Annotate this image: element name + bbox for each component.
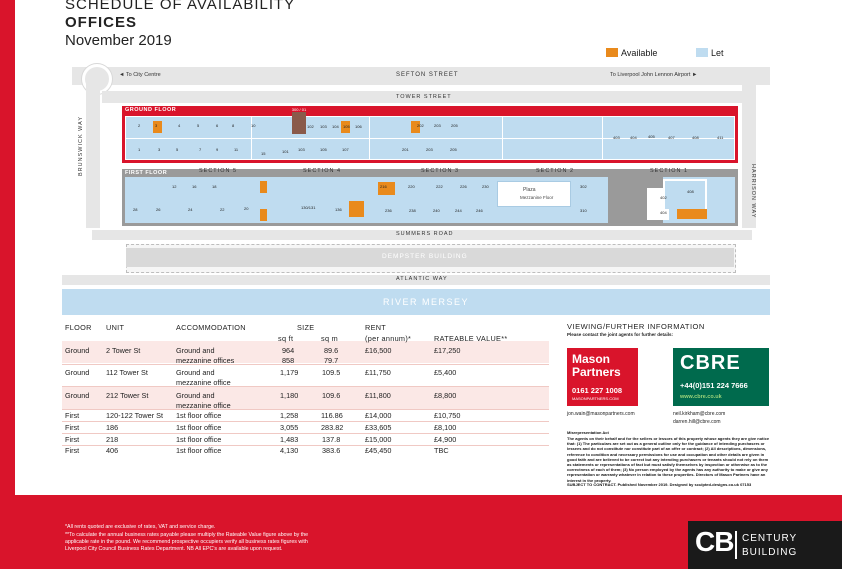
unit-label: 226 [460, 184, 467, 189]
mason-email-link[interactable]: jon.wain@masonpartners.com [567, 411, 635, 417]
unit-label: 101 [282, 149, 289, 154]
row-separator [62, 445, 549, 446]
cbre-name: CBRE [680, 352, 741, 374]
unit-label: 105 [320, 147, 327, 152]
tower-street-label: TOWER STREET [396, 94, 452, 100]
unit-label: 130/131 [301, 205, 316, 210]
cell-floor: Ground [65, 368, 90, 377]
section-1-label: SECTION 1 [650, 168, 689, 174]
cell-acc-2: mezzanine office [176, 378, 231, 387]
mason-partners-logo[interactable] [567, 348, 638, 406]
atlantic-way-label: ATLANTIC WAY [396, 276, 448, 282]
cell-acc: Ground and [176, 391, 215, 400]
section-3-label: SECTION 3 [421, 168, 460, 174]
unit-label: 16 [192, 184, 197, 189]
unit-label: 220 [408, 184, 415, 189]
row-separator [62, 364, 549, 365]
unit-label: 203 [434, 123, 441, 128]
footnote-4: Liverpool City Council Business Rates Department. NB All EPC's are available upon request. [65, 546, 283, 552]
cell-sqm: 283.82 [321, 423, 344, 432]
cell-acc-2: mezzanine office [176, 401, 231, 410]
site-map [62, 64, 770, 290]
footnote-2: **To calculate the annual business rates payable please multiply the Rateable Value figure above by the [65, 532, 309, 538]
cell-unit: 406 [106, 446, 119, 455]
unit-label: 238 [409, 208, 416, 213]
cell-unit: 2 Tower St [106, 346, 141, 355]
unit-label: 5 [176, 147, 179, 152]
cbre-logo[interactable] [673, 348, 769, 406]
cell-rv: £8,800 [434, 391, 457, 400]
cell-floor: Ground [65, 346, 90, 355]
cell-sqft: 1,483 [280, 435, 299, 444]
cell-floor: First [65, 423, 80, 432]
unit-label: 236 [385, 208, 392, 213]
cell-sqft: 3,055 [280, 423, 299, 432]
legend-let-label: Let [711, 48, 724, 58]
col-sqft-header: sq ft [278, 334, 294, 343]
col-rent-sub-header: (per annum)* [365, 334, 412, 343]
unit-label: 203 [426, 147, 433, 152]
unit-label: 9 [216, 147, 219, 152]
cell-sqft: 1,180 [280, 391, 299, 400]
unit-label: 411 [717, 135, 724, 140]
row-separator [62, 386, 549, 387]
cell-unit: 186 [106, 423, 119, 432]
cell-sqm: 89.6 [324, 346, 339, 355]
cbre-phone: +44(0)151 224 7666 [680, 381, 748, 390]
row-separator [62, 433, 549, 434]
unit-label: 408 [692, 135, 699, 140]
unit-label: 28 [133, 207, 138, 212]
unit-label: 15 [261, 151, 266, 156]
cell-floor: First [65, 446, 80, 455]
unit-label: 20 [244, 206, 249, 211]
unit-label: 246 [476, 208, 483, 213]
brunswick-way-road [86, 84, 100, 228]
cell-unit: 218 [106, 435, 119, 444]
first-unit-available[interactable] [260, 209, 267, 221]
river-mersey-label: RIVER MERSEY [383, 297, 470, 307]
arrow-left-icon: ◄ [119, 72, 126, 78]
col-floor-header: FLOOR [65, 323, 92, 332]
cell-sqft: 4,130 [280, 446, 299, 455]
cell-floor: Ground [65, 391, 90, 400]
mason-name-2: Partners [572, 365, 621, 379]
misrep-body: The agents on their behalf and for the sellers or lessors of this property whose agents they are give notice that: (1) The particulars are set out as a general outline only for the guidance of intending purchasers or lessees and do not constitute nor constitute part of an offer or contract; (2) All descriptions, dimensions, reference to condition and necessary permissions for use and occupation and other details are given in good faith and are believed to be correct but any intending purchasers or tenants should not rely on them as statements or representations of fact but must satisfy themselves by inspection or otherwise as to the correctness of each of them; (3) No person employed by the agents has any authority to make or give any representation or warranty whatever in relation to these properties. Directors of Mason Partners have an interest in the property. [567, 436, 770, 483]
cbre-email-1[interactable]: neil.kirkham@cbre.com [673, 411, 726, 417]
cell-sqft-2: 858 [282, 356, 295, 365]
contacts-subtitle: Please contact the joint agents for further details: [567, 332, 674, 337]
cell-rent: £14,000 [365, 411, 392, 420]
brand-divider [735, 531, 737, 559]
unit-label: 2 [138, 123, 141, 128]
unit-label: 407 [668, 135, 675, 140]
row-separator [62, 421, 549, 422]
unit-label: 18 [212, 184, 217, 189]
unit-label: 5 [197, 123, 200, 128]
unit-label: 404 [630, 135, 637, 140]
legend-available-label: Available [621, 48, 658, 58]
unit-label: 26 [156, 207, 161, 212]
cell-rv: TBC [434, 446, 449, 455]
legend-let-swatch [696, 48, 708, 57]
unit-label: 3 [155, 123, 158, 128]
cell-rv: £10,750 [434, 411, 461, 420]
unit-label: 22 [220, 207, 225, 212]
unit-label: 222 [436, 184, 443, 189]
cell-sqft: 1,179 [280, 368, 299, 377]
left-red-bar [0, 0, 15, 495]
brunswick-way-label: BRUNSWICK WAY [78, 115, 84, 176]
page-date: November 2019 [65, 32, 172, 49]
unit-label: 8 [232, 123, 235, 128]
unit-label: 403 [613, 135, 620, 140]
cell-rv: £4,900 [434, 435, 457, 444]
col-accommodation-header: ACCOMMODATION [176, 323, 246, 332]
col-unit-header: UNIT [106, 323, 125, 332]
cell-rent: £16,500 [365, 346, 392, 355]
cell-acc-2: mezzanine offices [176, 356, 235, 365]
cb-logo-mark: CB [695, 526, 734, 557]
legend-available-swatch [606, 48, 618, 57]
first-unit-available[interactable] [349, 201, 364, 217]
unit-label: 244 [455, 208, 462, 213]
cell-sqm-2: 79.7 [324, 356, 339, 365]
unit-label: 216 [380, 184, 387, 189]
unit-label: 107 [342, 147, 349, 152]
century-building-brand [688, 521, 842, 569]
cell-acc: Ground and [176, 346, 215, 355]
airport-text: To Liverpool John Lennon Airport [610, 72, 691, 78]
brand-name-line-2: BUILDING [742, 547, 798, 558]
to-airport-label [610, 72, 697, 78]
first-floor-label: FIRST FLOOR [125, 170, 168, 176]
mason-phone: 0161 227 1008 [572, 386, 623, 395]
row-separator [62, 409, 549, 410]
cell-rv: £5,400 [434, 368, 457, 377]
ground-section-divider [502, 117, 503, 159]
unit-label: 10 [251, 123, 256, 128]
plaza-area [497, 181, 571, 207]
cell-sqm: 383.6 [322, 446, 341, 455]
contacts-title: VIEWING/FURTHER INFORMATION [567, 322, 705, 331]
cbre-web: www.cbre.co.uk [680, 394, 722, 400]
unit-label: 4 [178, 123, 181, 128]
unit-label: 103 [320, 124, 327, 129]
cell-sqft: 1,258 [280, 411, 299, 420]
cell-rv: £17,250 [434, 346, 461, 355]
unit-label: 230 [482, 184, 489, 189]
cell-floor: First [65, 411, 80, 420]
unit-label: 24 [188, 207, 193, 212]
footnote-3: applicable rate in the pound. We recommend prospective occupiers verify all business rates figures with [65, 539, 308, 545]
cell-sqm: 109.6 [322, 391, 341, 400]
unit-label: 408 [687, 189, 694, 194]
harrison-way-label: HARRISON WAY [750, 164, 756, 219]
arrow-right-icon: ► [690, 72, 698, 78]
cell-rent: £11,750 [365, 368, 391, 377]
unit-label: 205 [451, 123, 458, 128]
ground-unit-tag: 300 / 01 [291, 107, 307, 112]
ground-section-divider [602, 117, 603, 159]
unit-label: 6 [216, 123, 219, 128]
unit-label: 102 [307, 124, 314, 129]
to-city-centre-label [119, 72, 161, 78]
misrep-subject: SUBJECT TO CONTRACT. Published November 2019. Designed by sculpted-designs.co.uk 07153 [567, 482, 752, 487]
mason-web: MASONPARTNERS.COM [572, 396, 619, 401]
first-unit-let [665, 181, 705, 209]
cbre-email-2[interactable]: darren.hill@cbre.com [673, 419, 721, 425]
col-rent-header: RENT [365, 323, 387, 332]
unit-label: 7 [199, 147, 202, 152]
sefton-street-label: SEFTON STREET [396, 72, 459, 78]
unit-label: 402 [660, 195, 667, 200]
unit-label: 3 [158, 147, 161, 152]
cell-unit: 212 Tower St [106, 391, 149, 400]
cell-rent: £45,450 [365, 446, 392, 455]
mason-name-1: Mason [572, 352, 611, 366]
cell-rent: £15,000 [365, 435, 392, 444]
unit-label: 201 [402, 147, 409, 152]
mezzanine-label: Mezzanine Floor [520, 195, 554, 200]
city-centre-text: To City Centre [125, 72, 161, 78]
unit-label: 310 [580, 208, 587, 213]
page-subtitle: OFFICES [65, 14, 138, 31]
unit-label: 11 [234, 147, 239, 152]
cell-rent: £11,800 [365, 391, 391, 400]
cell-sqm: 137.8 [322, 435, 341, 444]
unit-label: 240 [433, 208, 440, 213]
unit-label: 106 [355, 124, 362, 129]
section-5-label: SECTION 5 [199, 168, 238, 174]
unit-label: 302 [580, 184, 587, 189]
unit-label: 136 [335, 207, 342, 212]
cell-sqm: 109.5 [322, 368, 341, 377]
cell-sqft: 964 [282, 346, 295, 355]
unit-label: 202 [417, 123, 424, 128]
footnote-1: *All rents quoted are exclusive of rates, VAT and service charge. [65, 524, 216, 530]
unit-label: 405 [648, 134, 655, 139]
misrep-title: Misrepresentation Act [567, 430, 609, 435]
cell-acc: 1st floor office [176, 411, 222, 420]
unit-label: 1 [138, 147, 141, 152]
brand-name-line-1: CENTURY [742, 533, 798, 544]
cell-unit: 112 Tower St [106, 368, 148, 377]
unit-label: 104 [332, 124, 339, 129]
unit-label: 205 [450, 147, 457, 152]
page-title: SCHEDULE OF AVAILABILITY [65, 0, 296, 13]
cell-floor: First [65, 435, 80, 444]
ground-floor-label: GROUND FLOOR [125, 107, 177, 113]
section-2-label: SECTION 2 [536, 168, 575, 174]
cell-acc: 1st floor office [176, 423, 222, 432]
section-4-label: SECTION 4 [303, 168, 342, 174]
col-sqm-header: sq m [321, 334, 339, 343]
col-size-header: SIZE [297, 323, 315, 332]
unit-label: 12 [172, 184, 177, 189]
col-rv-header: RATEABLE VALUE** [434, 334, 508, 343]
dempster-label: DEMPSTER BUILDING [382, 253, 468, 260]
first-unit-available[interactable] [260, 181, 267, 193]
cell-acc: 1st floor office [176, 435, 222, 444]
unit-label: 404 [660, 210, 667, 215]
cell-rv: £8,100 [434, 423, 457, 432]
cell-acc: Ground and [176, 368, 215, 377]
cell-unit: 120-122 Tower St [106, 411, 164, 420]
ground-section-divider [369, 117, 370, 159]
unit-label: 105 [343, 124, 350, 129]
unit-label: 103 [298, 147, 305, 152]
summers-road-label: SUMMERS ROAD [396, 231, 454, 237]
ground-unit-highlight [292, 112, 306, 134]
cell-sqm: 116.86 [321, 411, 343, 420]
cell-acc: 1st floor office [176, 446, 222, 455]
plaza-label: Plaza [523, 187, 536, 193]
cell-rent: £33,605 [365, 423, 392, 432]
